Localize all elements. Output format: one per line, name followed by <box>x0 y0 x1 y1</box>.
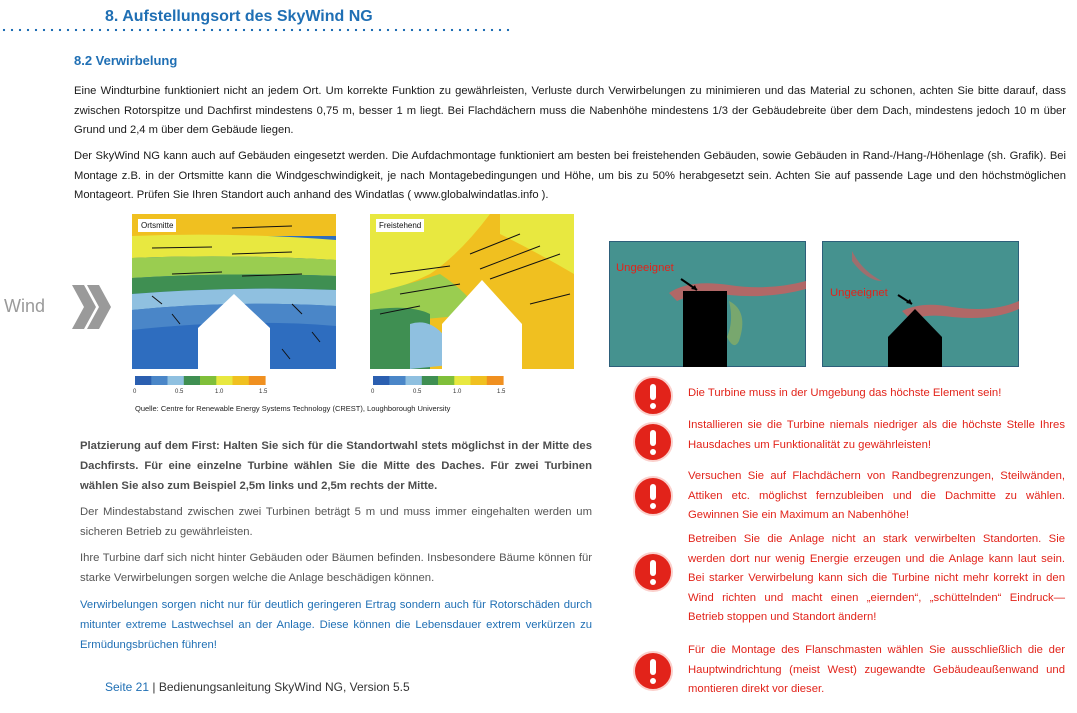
radar-label-right: Ungeeignet <box>830 287 888 299</box>
scale-tick-0-left: 0 <box>133 389 137 395</box>
scale-swatch <box>200 376 217 385</box>
scale-tick-10-left: 1.0 <box>215 389 224 395</box>
scale-swatch <box>389 376 406 385</box>
scale-tick-15-left: 1.5 <box>259 389 268 395</box>
wind-simulation-freistehend <box>370 214 574 369</box>
placement-paragraph: Platzierung auf dem First: Halten Sie sich für die Standortwahl stets möglichst in der Mitte des Dachfirsts. Für eine einzelne Turbine wählen Sie die Mitte des Daches. Für zwei Turbinen wählen Sie also zum Beispiel 2,5m links und 2,5m rechts der Mitte. <box>80 440 592 492</box>
chapter-title: 8. Aufstellungsort des SkyWind NG <box>105 8 373 25</box>
color-scale-left <box>135 376 270 398</box>
scale-swatch <box>249 376 266 385</box>
scale-tick-10-right: 1.0 <box>453 389 462 395</box>
wind-direction-chevrons-icon <box>70 283 114 331</box>
scale-tick-0-right: 0 <box>371 389 375 395</box>
warning-text-1: Die Turbine muss in der Umgebung das höchste Element sein! <box>688 387 1002 399</box>
color-scale-right <box>373 376 508 398</box>
scale-swatch <box>422 376 439 385</box>
footer-title: Bedienungsanleitung SkyWind NG, Version 5.5 <box>158 680 410 694</box>
exclamation-warning-icon <box>633 476 673 516</box>
scale-tick-15-right: 1.5 <box>497 389 506 395</box>
wind-label: Wind <box>4 296 46 316</box>
figure-source: Quelle: Centre for Renewable Energy Systems Technology (CREST), Loughborough University <box>135 404 451 413</box>
exclamation-warning-icon <box>633 376 673 416</box>
scale-swatch <box>438 376 455 385</box>
flow-image-flat-roof <box>609 241 806 367</box>
intro-paragraph-1: Eine Windturbine funktioniert nicht an jedem Ort. Um korrekte Funktion zu gewährleisten, Verluste durch Verwirbelungen zu minimieren und das Material zu schonen, achten Sie bitte darauf, dass zwischen Rotorspitze und Dachfirst mindestens 0,75 m, besser 1 m liegt. Bei Flachdächern muss die Nabenhöhe mindestens 1/3 der Gebäudebreite über dem Dach, mindestens jedoch 10 m über Grund und 2,4 m über dem Gebäude liegen. <box>74 85 1066 136</box>
scale-swatch <box>233 376 250 385</box>
turbulence-paragraph: Verwirbelungen sorgen nicht nur für deutlich geringeren Ertrag sondern auch für Rotorschäden durch mitunter extreme Lastwechsel an der Anlage. Diese können die Lebensdauer extrem verkürzen zu Ermüdungsbrüchen führen! <box>80 599 592 651</box>
radar-label-left: Ungeeignet <box>616 262 674 274</box>
exclamation-warning-icon <box>633 552 673 592</box>
scale-swatch <box>406 376 423 385</box>
distance-paragraph: Der Mindestabstand zwischen zwei Turbinen beträgt 5 m und muss immer eingehalten werden um sicheren Betrieb zu gewährleisten. <box>80 506 592 538</box>
wind-simulation-ortsmitte <box>132 214 336 369</box>
scale-swatch <box>151 376 168 385</box>
section-title: 8.2 Verwirbelung <box>74 53 178 68</box>
scale-swatch <box>454 376 471 385</box>
warning-text-2: Installieren sie die Turbine niemals niedriger als die höchste Stelle Ihres Hausdaches um Funktionalität zu gewährleisten! <box>688 419 1065 451</box>
intro-paragraph-2: Der SkyWind NG kann auch auf Gebäuden eingesetzt werden. Die Aufdachmontage funktioniert am besten bei freistehenden Gebäuden, sowie Gebäuden in Rand-/Hang-/Höhenlage (sh. Grafik). Bei Montage z.B. in der Ortsmitte kann die Windgeschwindigkeit, je nach Montagebedingungen und Höhe, um bis zu 50% herabgesetzt sein. Achten Sie auf passende Lage und den höchstmöglichen Montageort. Prüfen Sie Ihren Standort auch anhand des Windatlas ( www.globalwindatlas.info ). <box>74 150 1066 201</box>
obstacles-paragraph: Ihre Turbine darf sich nicht hinter Gebäuden oder Bäumen befinden. Insbesondere Bäume können für starke Verwirbelungen sorgen welche die Anlage beschädigen können. <box>80 552 592 584</box>
scale-swatch <box>184 376 201 385</box>
warning-text-5: Für die Montage des Flanschmasten wählen Sie ausschließlich die der Hauptwindrichtung (meist West) zugewandte Gebäudeaußenwand und montieren direkt vor dieser. <box>688 644 1065 695</box>
scale-swatch <box>471 376 488 385</box>
scale-swatch <box>373 376 390 385</box>
warning-text-3: Versuchen Sie auf Flachdächern von Randbegrenzungen, Steilwänden, Attiken etc. möglichst fernzubleiben und die Dachmitte zu wählen. Gewinnen Sie ein Maximum an Nabenhöhe! <box>688 470 1065 521</box>
page-footer <box>105 680 410 694</box>
dotted-divider <box>0 28 510 32</box>
scale-swatch <box>135 376 152 385</box>
flow-image-pitched-roof <box>822 241 1019 367</box>
exclamation-warning-icon <box>633 422 673 462</box>
warning-text-4: Betreiben Sie die Anlage nicht an stark verwirbelten Standorten. Sie werden dort nur wenig Energie erzeugen und die Anlage kann laut sein. Bei starker Verwirbelung kann sich die Turbine nicht mehr korrekt in den Wind richten und macht einen „eiernden“, „schüttelnden“ Eindruck— Betrieb stoppen und Standort ändern! <box>688 533 1065 623</box>
scale-tick-05-left: 0.5 <box>175 389 184 395</box>
panel-label-freistehend: Freistehend <box>376 219 424 232</box>
exclamation-warning-icon <box>633 651 673 691</box>
scale-swatch <box>216 376 233 385</box>
scale-swatch <box>168 376 185 385</box>
panel-label-ortsmitte: Ortsmitte <box>138 219 176 232</box>
scale-swatch <box>487 376 504 385</box>
footer-separator: | <box>152 680 156 694</box>
scale-tick-05-right: 0.5 <box>413 389 422 395</box>
page-number: Seite 21 <box>105 680 150 694</box>
